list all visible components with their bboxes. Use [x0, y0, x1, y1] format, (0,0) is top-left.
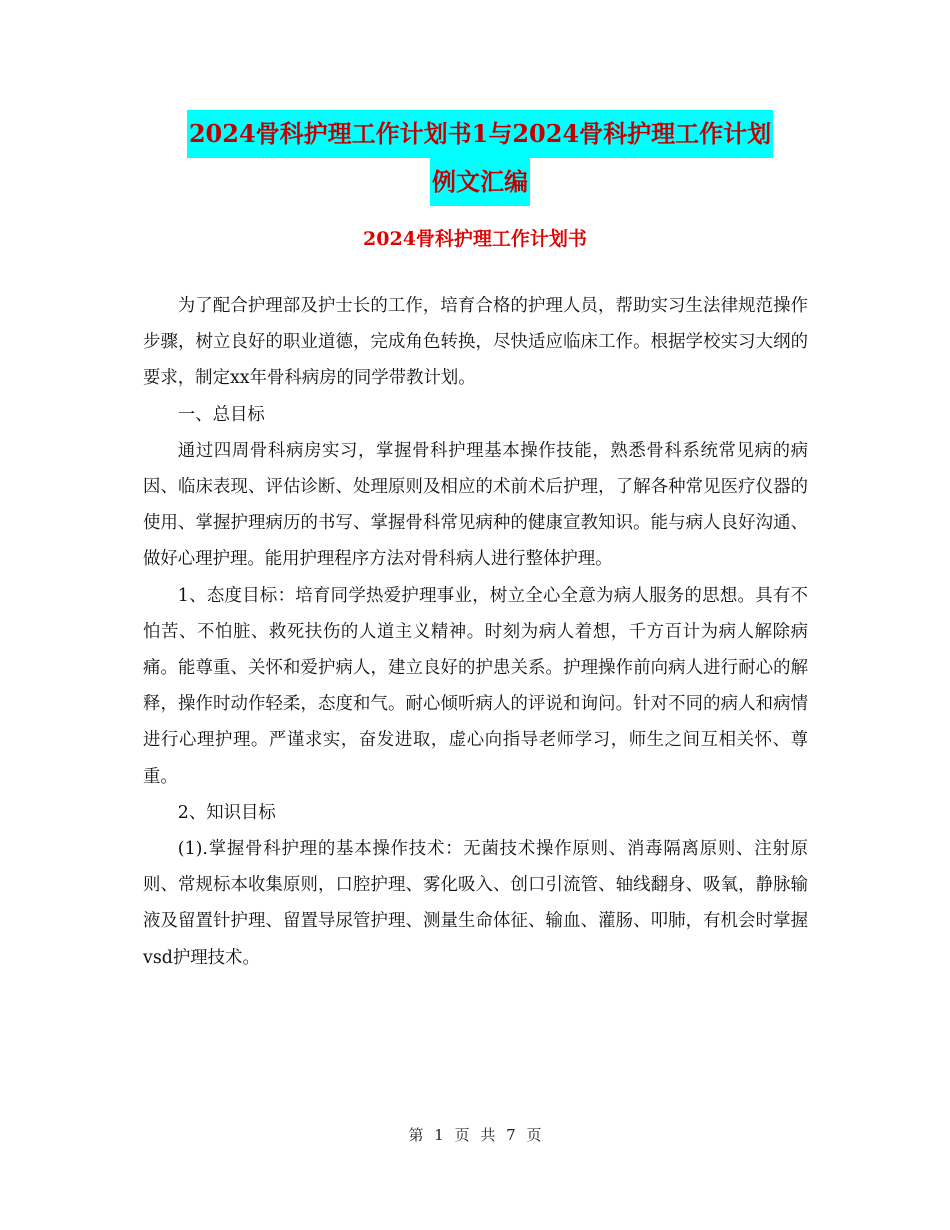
heading-knowledge-goal: 2、知识目标 [177, 802, 276, 823]
heading-overall-goal: 一、总目标 [177, 404, 265, 425]
document-title [140, 110, 820, 206]
paragraph-knowledge-skills: (1).掌握骨科护理的基本操作技术：无菌技术操作原则、消毒隔离原则、注射原则、常规标本收集原则，口腔护理、雾化吸入、创口引流管、轴线翻身、吸氧，静脉输液及留置针护理、留置导尿管护理、测量生命体征、输血、灌肠、叩肺，有机会时掌握vsd护理技术。 [143, 839, 808, 968]
page-footer: 第 1 页 共 7 页 [408, 1126, 542, 1144]
title-line-2: 例文汇编 [430, 158, 530, 206]
paragraph-attitude-goal: 1、态度目标：培育同学热爱护理事业，树立全心全意为病人服务的思想。具有不怕苦、不怕脏、救死扶伤的人道主义精神。时刻为病人着想，千方百计为病人解除病痛。能尊重、关怀和爱护病人，建立良好的护患关系。护理操作前向病人进行耐心的解释，操作时动作轻柔，态度和气。耐心倾听病人的评说和询问。针对不同的病人和病情进行心理护理。严谨求实，奋发进取，虚心向指导老师学习，师生之间互相关怀、尊重。 [143, 585, 808, 787]
document-body [143, 288, 808, 976]
title-line-1: 2024骨科护理工作计划书1与2024骨科护理工作计划 [187, 110, 773, 158]
paragraph-overall-goal: 通过四周骨科病房实习，掌握骨科护理基本操作技能，熟悉骨科系统常见病的病因、临床表现、评估诊断、处理原则及相应的术前术后护理，了解各种常见医疗仪器的使用、掌握护理病历的书写、掌握骨科常见病种的健康宣教知识。能与病人良好沟通、做好心理护理。能用护理程序方法对骨科病人进行整体护理。 [143, 440, 808, 570]
paragraph-intro: 为了配合护理部及护士长的工作，培育合格的护理人员，帮助实习生法律规范操作步骤，树立良好的职业道德，完成角色转换，尽快适应临床工作。根据学校实习大纲的要求，制定xx年骨科病房的同学带教计划。 [143, 296, 808, 389]
section-title: 2024骨科护理工作计划书 [363, 228, 587, 250]
